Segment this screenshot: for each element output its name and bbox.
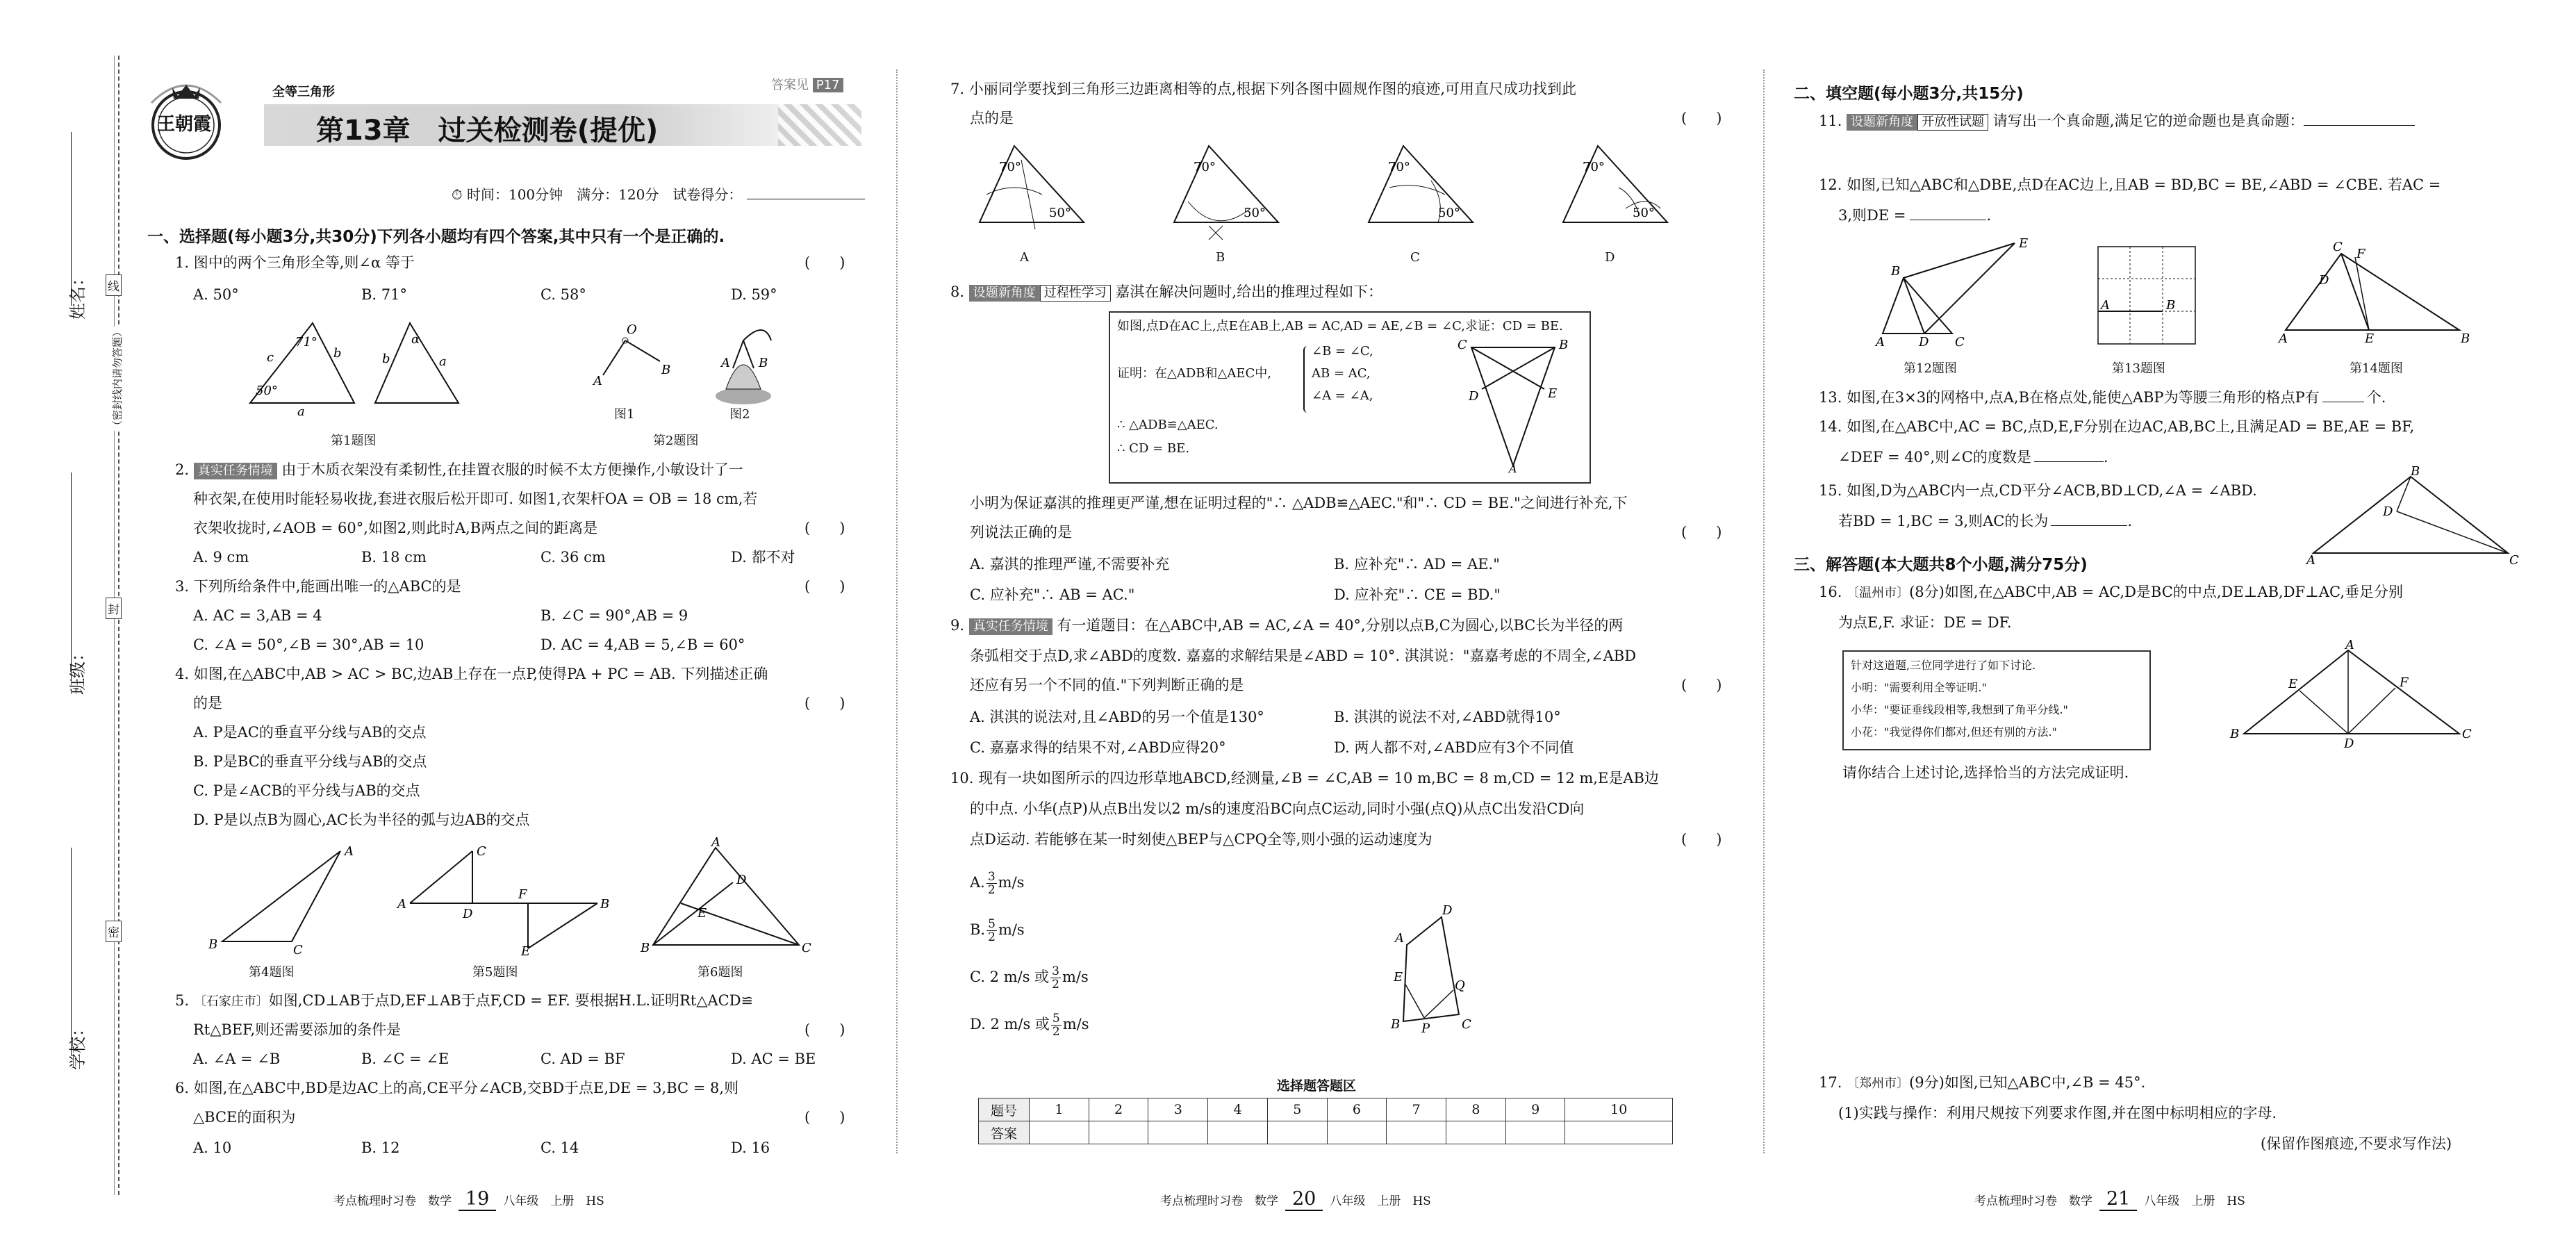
q9-option-d: D. 两人都不对,∠ABD应有3个不同值 bbox=[1334, 739, 1574, 756]
answer-area-title: 选择题答题区 bbox=[1277, 1078, 1357, 1094]
answer-col: 3 bbox=[1148, 1098, 1208, 1121]
svg-text:A: A bbox=[345, 844, 354, 859]
svg-text:B: B bbox=[600, 897, 610, 912]
svg-text:E: E bbox=[2019, 236, 2029, 251]
q11-tag-1: 设题新角度 bbox=[1847, 114, 1917, 131]
q9-option-b: B. 淇淇的说法不对,∠ABD就得10° bbox=[1334, 709, 1561, 725]
q7-choice-d: D bbox=[1605, 250, 1615, 265]
answer-col: 10 bbox=[1565, 1098, 1673, 1121]
q8-figure bbox=[1444, 334, 1576, 475]
binding-solid-line bbox=[114, 56, 115, 1195]
svg-text:P: P bbox=[1421, 1021, 1430, 1036]
q8-box-cond-1: ∠B = ∠C, bbox=[1312, 344, 1373, 359]
q5-option-b: B. ∠C = ∠E bbox=[361, 1051, 449, 1067]
answer-cell[interactable] bbox=[1387, 1121, 1446, 1144]
svg-text:A: A bbox=[1876, 335, 1885, 349]
divider-1 bbox=[896, 69, 898, 1153]
q8-line-1: 小明为保证嘉淇的推理更严谨,想在证明过程的"∴ △ADB≌△AEC."和"∴ CD = BE."之间进行补充,下 bbox=[970, 495, 1628, 511]
q4-paren: ( ) bbox=[804, 695, 845, 711]
q8-box-conclusion-1: ∴ △ADB≌△AEC. bbox=[1117, 418, 1219, 432]
q8-tag-1: 设题新角度 bbox=[969, 285, 1040, 302]
q16-figure bbox=[2230, 638, 2473, 755]
answer-col: 1 bbox=[1030, 1098, 1089, 1121]
q8-line-2: 列说法正确的是 bbox=[970, 524, 1072, 541]
q5-line-1: 5. 〔石家庄市〕如图,CD⊥AB于点D,EF⊥AB于点F,CD = EF. 要根据H.L.证明Rt△ACD≌ bbox=[175, 992, 754, 1009]
q2-line-1: 2. 真实任务情境 由于木质衣架没有柔韧性,在挂置衣服的时候不太方便操作,小敏设计了一 bbox=[175, 461, 743, 478]
q6-line-2: △BCE的面积为 bbox=[193, 1109, 296, 1126]
q2-tag: 真实任务情境 bbox=[194, 463, 277, 479]
q2-caption: 第2题图 bbox=[653, 434, 699, 448]
q13-figure bbox=[2091, 240, 2202, 351]
q12-figure bbox=[1876, 236, 2036, 347]
q14-blank[interactable] bbox=[2034, 461, 2104, 462]
q16-line-2: 为点E,F. 求证：DE = DF. bbox=[1838, 614, 2012, 631]
svg-text:50°: 50° bbox=[1633, 206, 1655, 220]
q14-line-2: ∠DEF = 40°,则∠C的度数是 . bbox=[1838, 449, 2108, 466]
q14-caption: 第14题图 bbox=[2350, 361, 2403, 376]
svg-text:O: O bbox=[627, 322, 637, 337]
answer-cell[interactable] bbox=[1267, 1121, 1327, 1144]
q12-line-1: 12. 如图,已知△ABC和△DBE,点D在AC边上,且AB = BD,BC = BE,∠ABD = ∠CBE. 若AC = bbox=[1819, 176, 2441, 193]
answer-table-header-row bbox=[979, 1098, 1673, 1121]
answer-page-badge: P17 bbox=[813, 78, 843, 92]
svg-text:B: B bbox=[1891, 264, 1901, 279]
svg-text:D: D bbox=[2319, 273, 2329, 288]
q4-option-b: B. P是BC的垂直平分线与AB的交点 bbox=[193, 753, 427, 770]
q10-option-b: B. $\frac{5}{2}$ m/s bbox=[970, 917, 1025, 944]
answer-table bbox=[978, 1098, 1673, 1144]
svg-text:a: a bbox=[297, 404, 305, 419]
q2-option-a: A. 9 cm bbox=[193, 549, 249, 566]
q10-line-2: 的中点. 小华(点P)从点B出发以2 m/s的速度沿BC向点C运动,同时小强(点Q)从点C出发沿CD向 bbox=[970, 800, 1585, 817]
q2-fig1-label: 图1 bbox=[614, 407, 635, 422]
divider-2 bbox=[1763, 69, 1765, 1153]
q15-line-1: 15. 如图,D为△ABC内一点,CD平分∠ACB,BD⊥CD,∠A = ∠ABD. bbox=[1819, 482, 2257, 499]
page21-footer: 考点梳理时习卷 数学 21 八年级 上册 HS bbox=[1974, 1188, 2245, 1210]
q6-option-b: B. 12 bbox=[361, 1139, 400, 1156]
answer-cell[interactable] bbox=[1565, 1121, 1673, 1144]
answer-cell[interactable] bbox=[1148, 1121, 1208, 1144]
answer-cell[interactable] bbox=[1446, 1121, 1506, 1144]
page20-footer: 考点梳理时习卷 数学 20 八年级 上册 HS bbox=[1160, 1188, 1431, 1210]
class-label: 班级： bbox=[68, 645, 88, 695]
q5-figure bbox=[396, 844, 611, 959]
q2-option-c: C. 36 cm bbox=[540, 549, 606, 566]
svg-text:B: B bbox=[1391, 1017, 1401, 1032]
q11-line: 11. 设题新角度 开放性试题 请写出一个真命题,满足它的逆命题也是真命题： bbox=[1819, 110, 2415, 132]
q1-figure bbox=[236, 313, 465, 417]
q7-figure-d bbox=[1556, 139, 1681, 243]
answer-ref: 答案见 P17 bbox=[771, 75, 843, 93]
q8-box-proof-label: 证明：在△ADB和△AEC中, bbox=[1117, 366, 1271, 381]
q3-option-b: B. ∠C = 90°,AB = 9 bbox=[540, 607, 688, 624]
svg-text:B: B bbox=[1559, 338, 1569, 352]
answer-table-head-label: 题号 bbox=[979, 1098, 1030, 1121]
q9-option-c: C. 嘉嘉求得的结果不对,∠ABD应得20° bbox=[970, 739, 1226, 756]
section2-heading: 二、填空题(每小题3分,共15分) bbox=[1794, 85, 2024, 103]
svg-text:C: C bbox=[2509, 553, 2519, 568]
q8-tag-2: 过程性学习 bbox=[1040, 285, 1111, 302]
q4-caption: 第4题图 bbox=[249, 965, 295, 980]
svg-text:B: B bbox=[2166, 298, 2176, 313]
q16-line-1: 16. 〔温州市〕(8分)如图,在△ABC中,AB = AC,D是BC的中点,DE⊥AB,DF⊥AC,垂足分别 bbox=[1819, 584, 2404, 600]
q2-fig2-label: 图2 bbox=[729, 407, 750, 422]
section3-heading: 三、解答题(本大题共8个小题,满分75分) bbox=[1794, 556, 2088, 574]
name-line bbox=[71, 132, 72, 306]
fraction: $\frac{5}{2}$ bbox=[1052, 1012, 1060, 1039]
svg-text:50°: 50° bbox=[1244, 206, 1266, 220]
answer-col: 4 bbox=[1208, 1098, 1268, 1121]
q8-box-cond-2: AB = AC, bbox=[1312, 366, 1371, 381]
q8-option-c: C. 应补充"∴ AB = AC." bbox=[970, 586, 1135, 603]
q16-box-line-4: 小花："我觉得你们都对,但还有别的方法." bbox=[1851, 725, 2057, 739]
svg-text:A: A bbox=[2345, 638, 2354, 652]
svg-text:F: F bbox=[518, 887, 527, 902]
chapter-subtitle: 全等三角形 bbox=[272, 85, 335, 99]
q7-paren: ( ) bbox=[1681, 110, 1722, 126]
svg-text:C: C bbox=[802, 941, 811, 955]
q8-option-a: A. 嘉淇的推理严谨,不需要补充 bbox=[970, 556, 1170, 573]
q16-box-line-3: 小华："要证垂线段相等,我想到了角平分线." bbox=[1851, 703, 2068, 716]
q8-box-cond-3: ∠A = ∠A, bbox=[1312, 388, 1373, 403]
q13-line: 13. 如图,在3×3的网格中,点A,B在格点处,能使△ABP为等腰三角形的格点P有 个. bbox=[1819, 389, 2386, 406]
svg-text:70°: 70° bbox=[999, 160, 1021, 174]
svg-text:A: A bbox=[1509, 462, 1517, 475]
q9-paren: ( ) bbox=[1681, 677, 1722, 693]
svg-text:50°: 50° bbox=[256, 384, 278, 398]
fraction: $\frac{5}{2}$ bbox=[988, 917, 996, 944]
q15-figure bbox=[2306, 464, 2519, 568]
q13-caption: 第13题图 bbox=[2112, 361, 2165, 376]
page-number-20: 20 bbox=[1285, 1188, 1323, 1211]
q6-option-a: A. 10 bbox=[193, 1139, 232, 1156]
svg-text:C: C bbox=[1955, 335, 1965, 349]
svg-text:B: B bbox=[759, 356, 768, 370]
q16-region: 〔温州市〕 bbox=[1847, 586, 1910, 600]
q14-figure bbox=[2279, 240, 2470, 351]
svg-text:E: E bbox=[1394, 970, 1403, 985]
svg-text:B: B bbox=[2461, 331, 2470, 346]
q9-line-3: 还应有另一个不同的值."下列判断正确的是 bbox=[970, 677, 1244, 693]
q1-paren: ( ) bbox=[804, 254, 845, 271]
q1-option-b: B. 71° bbox=[361, 286, 408, 303]
q2-option-d: D. 都不对 bbox=[731, 549, 795, 566]
q9-option-a: A. 淇淇的说法对,且∠ABD的另一个值是130° bbox=[970, 709, 1264, 725]
binding-margin bbox=[0, 0, 124, 1243]
logo-text: 王朝霞 bbox=[157, 114, 212, 135]
svg-text:E: E bbox=[521, 944, 531, 959]
q7-choice-b: B bbox=[1216, 250, 1225, 265]
q17-note: (保留作图痕迹,不要求写作法) bbox=[2261, 1135, 2452, 1152]
answer-table-row-label: 答案 bbox=[979, 1121, 1030, 1144]
svg-text:B: B bbox=[2230, 727, 2240, 741]
q11-blank[interactable] bbox=[2304, 125, 2415, 126]
q8-option-d: D. 应补充"∴ CE = BD." bbox=[1334, 586, 1501, 603]
svg-text:F: F bbox=[2356, 247, 2366, 261]
svg-text:c: c bbox=[267, 350, 274, 365]
answer-cell[interactable] bbox=[1327, 1121, 1387, 1144]
svg-text:A: A bbox=[721, 356, 730, 370]
q10-line-3: 点D运动. 若能够在某一时刻使△BEP与△CPQ全等,则小强的运动速度为 bbox=[970, 831, 1433, 848]
school-line bbox=[71, 848, 72, 1056]
seal-stamp-3: 密 bbox=[106, 921, 122, 942]
svg-text:E: E bbox=[697, 906, 707, 921]
q6-option-c: C. 14 bbox=[540, 1139, 579, 1156]
svg-text:C: C bbox=[293, 943, 303, 957]
q8-stem: 8. 设题新角度 过程性学习 嘉淇在解决问题时,给出的推理过程如下： bbox=[950, 283, 1383, 300]
name-label: 姓名： bbox=[68, 270, 88, 320]
svg-text:B: B bbox=[661, 363, 671, 377]
q8-option-b: B. 应补充"∴ AD = AE." bbox=[1334, 556, 1500, 573]
q7-figure-b bbox=[1167, 139, 1292, 243]
title-bar-pattern bbox=[778, 104, 861, 146]
q4-figure bbox=[201, 844, 354, 955]
q4-option-a: A. P是AC的垂直平分线与AB的交点 bbox=[193, 724, 427, 741]
q7-figure-c bbox=[1362, 139, 1487, 243]
svg-text:C: C bbox=[1458, 338, 1467, 352]
q16-instruction: 请你结合上述讨论,选择恰当的方法完成证明. bbox=[1842, 764, 2129, 781]
answer-col: 9 bbox=[1505, 1098, 1565, 1121]
q5-paren: ( ) bbox=[804, 1021, 845, 1038]
binding-dashed-line bbox=[118, 56, 119, 1195]
svg-text:B: B bbox=[2411, 464, 2420, 479]
q5-option-c: C. AD = BF bbox=[540, 1051, 625, 1067]
svg-text:D: D bbox=[1442, 903, 1453, 918]
q8-box-line-1: 如图,点D在AC上,点E在AB上,AB = AC,AD = AE,∠B = ∠C,求证：CD = BE. bbox=[1117, 319, 1563, 334]
q1-caption: 第1题图 bbox=[331, 434, 377, 448]
q1-option-a: A. 50° bbox=[193, 286, 239, 303]
section1-heading: 一、选择题(每小题3分,共30分)下列各小题均有四个答案,其中只有一个是正确的. bbox=[147, 228, 725, 246]
q12-caption: 第12题图 bbox=[1904, 361, 1957, 376]
answer-table-answer-row bbox=[979, 1121, 1673, 1144]
q10-option-a: A. $\frac{3}{2}$ m/s bbox=[970, 870, 1025, 897]
svg-text:F: F bbox=[2400, 675, 2409, 690]
svg-text:b: b bbox=[333, 346, 342, 361]
q8-proof-box bbox=[1109, 311, 1591, 484]
q7-choice-a: A bbox=[1020, 250, 1029, 265]
q7-line-2: 点的是 bbox=[970, 110, 1014, 126]
svg-text:a: a bbox=[439, 354, 447, 369]
school-label: 学校： bbox=[68, 1020, 88, 1070]
answer-col: 2 bbox=[1089, 1098, 1148, 1121]
q14-line-1: 14. 如图,在△ABC中,AC = BC,点D,E,F分别在边AC,AB,BC上,且满足AD = BE,AE = BF, bbox=[1819, 418, 2415, 435]
svg-text:A: A bbox=[593, 374, 602, 388]
svg-text:C: C bbox=[2462, 727, 2472, 741]
q3-option-c: C. ∠A = 50°,∠B = 30°,AB = 10 bbox=[193, 636, 424, 653]
svg-text:70°: 70° bbox=[1388, 160, 1410, 174]
svg-text:A: A bbox=[1395, 931, 1404, 946]
answer-cell[interactable] bbox=[1208, 1121, 1268, 1144]
page-title: 第13章 过关检测卷(提优) bbox=[316, 115, 659, 147]
svg-text:70°: 70° bbox=[1583, 160, 1605, 174]
q11-tag-2: 开放性试题 bbox=[1917, 114, 1988, 131]
q15-line-2: 若BD = 1,BC = 3,则AC的长为 . bbox=[1838, 513, 2133, 529]
page-number-21: 21 bbox=[2099, 1188, 2137, 1211]
q10-line-1: 10. 现有一块如图所示的四边形草地ABCD,经测量,∠B = ∠C,AB = 10 m,BC = 8 m,CD = 12 m,E是AB边 bbox=[950, 770, 1659, 787]
page-number-19: 19 bbox=[459, 1188, 496, 1211]
q10-figure bbox=[1376, 903, 1487, 1042]
answer-cell[interactable] bbox=[1505, 1121, 1565, 1144]
svg-text:A: A bbox=[2101, 298, 2110, 313]
q4-option-c: C. P是∠ACB的平分线与AB的交点 bbox=[193, 782, 420, 799]
svg-text:B: B bbox=[208, 937, 218, 952]
q8-brace bbox=[1303, 346, 1310, 413]
q3-option-d: D. AC = 4,AB = 5,∠B = 60° bbox=[540, 636, 745, 653]
clock-icon: ⏱ bbox=[452, 186, 463, 203]
q3-option-a: A. AC = 3,AB = 4 bbox=[193, 607, 322, 624]
q17-region: 〔郑州市〕 bbox=[1847, 1076, 1910, 1091]
svg-text:70°: 70° bbox=[1194, 160, 1216, 174]
q2-option-b: B. 18 cm bbox=[361, 549, 427, 566]
q2-line-3: 衣架收拢时,∠AOB = 60°,如图2,则此时A,B两点之间的距离是 bbox=[193, 520, 598, 536]
q7-figure-a bbox=[973, 139, 1098, 243]
q7-choice-c: C bbox=[1410, 250, 1420, 265]
svg-text:A: A bbox=[711, 835, 720, 850]
q16-box-line-1: 针对这道题,三位同学进行了如下讨论. bbox=[1851, 659, 2036, 672]
q4-line-1: 4. 如图,在△ABC中,AB > AC > BC,边AB上存在一点P,使得PA + PC = AB. 下列描述正确 bbox=[175, 666, 768, 682]
q2-line-2: 种衣架,在使用时能轻易收拢,套进衣服后松开即可. 如图1,衣架杆OA = OB = 18 cm,若 bbox=[193, 491, 758, 507]
svg-text:D: D bbox=[1469, 389, 1479, 404]
svg-text:A: A bbox=[397, 897, 406, 912]
seal-stamp-2: 封 bbox=[106, 598, 122, 619]
q5-region: 〔石家庄市〕 bbox=[193, 994, 269, 1009]
svg-text:E: E bbox=[1548, 386, 1558, 401]
fraction: $\frac{3}{2}$ bbox=[987, 870, 996, 897]
svg-text:Q: Q bbox=[1455, 978, 1465, 993]
q4-line-2: 的是 bbox=[193, 695, 222, 711]
svg-text:50°: 50° bbox=[1438, 206, 1460, 220]
answer-col: 6 bbox=[1327, 1098, 1387, 1121]
answer-col: 8 bbox=[1446, 1098, 1506, 1121]
q1-option-d: D. 59° bbox=[731, 286, 777, 303]
svg-text:C: C bbox=[477, 844, 486, 859]
svg-text:A: A bbox=[2279, 331, 2288, 346]
q9-line-1: 9. 真实任务情境 有一道题目：在△ABC中,AB = AC,∠A = 40°,分别以点B,C为圆心,以BC长为半径的两 bbox=[950, 617, 1624, 634]
svg-text:E: E bbox=[2288, 677, 2298, 691]
q16-box-line-2: 小明："需要利用全等证明." bbox=[1851, 681, 1987, 694]
q17-line-1: 17. 〔郑州市〕(9分)如图,已知△ABC中,∠B = 45°. bbox=[1819, 1074, 2146, 1091]
q7-line-1: 7. 小丽同学要找到三角形三边距离相等的点,根据下列各图中圆规作图的痕迹,可用直尺成功找到此 bbox=[950, 81, 1577, 97]
q3-stem: 3. 下列所给条件中,能画出唯一的△ABC的是 bbox=[175, 578, 461, 595]
q6-figure bbox=[639, 835, 813, 959]
q5-option-a: A. ∠A = ∠B bbox=[193, 1051, 281, 1067]
svg-text:C: C bbox=[2333, 240, 2343, 254]
answer-cell[interactable] bbox=[1089, 1121, 1148, 1144]
q3-paren: ( ) bbox=[804, 578, 845, 595]
svg-text:C: C bbox=[1462, 1017, 1471, 1032]
q5-caption: 第5题图 bbox=[472, 965, 518, 980]
q5-line-2: Rt△BEF,则还需要添加的条件是 bbox=[193, 1021, 402, 1038]
q1-stem: 1. 图中的两个三角形全等,则∠α 等于 bbox=[175, 254, 415, 271]
svg-text:D: D bbox=[2383, 504, 2393, 519]
svg-text:α: α bbox=[411, 332, 420, 347]
q10-option-c: C. 2 m/s 或 $\frac{3}{2}$ m/s bbox=[970, 964, 1089, 991]
q6-option-d: D. 16 bbox=[731, 1139, 770, 1156]
answer-col: 5 bbox=[1267, 1098, 1327, 1121]
class-line bbox=[71, 472, 72, 681]
fraction: $\frac{3}{2}$ bbox=[1052, 964, 1059, 991]
q4-option-d: D. P是以点B为圆心,AC长为半径的弧与边AB的交点 bbox=[193, 812, 530, 828]
svg-text:71°: 71° bbox=[295, 335, 317, 349]
logo bbox=[145, 75, 228, 165]
q8-paren: ( ) bbox=[1681, 524, 1722, 541]
q2-paren: ( ) bbox=[804, 520, 845, 536]
q9-tag: 真实任务情境 bbox=[969, 618, 1052, 635]
q17-sub-1: (1)实践与操作：利用尺规按下列要求作图,并在图中标明相应的字母. bbox=[1838, 1105, 2277, 1121]
q10-paren: ( ) bbox=[1681, 831, 1722, 848]
q12-line-2: 3,则DE = . bbox=[1838, 207, 1992, 224]
svg-text:D: D bbox=[463, 907, 473, 921]
page19-footer: 考点梳理时习卷 数学 19 八年级 上册 HS bbox=[333, 1188, 604, 1210]
q6-caption: 第6题图 bbox=[697, 965, 743, 980]
svg-text:B: B bbox=[641, 941, 650, 955]
q6-paren: ( ) bbox=[804, 1109, 845, 1126]
q1-option-c: C. 58° bbox=[540, 286, 586, 303]
svg-text:D: D bbox=[736, 873, 747, 887]
svg-text:D: D bbox=[2344, 736, 2354, 751]
q10-option-d: D. 2 m/s 或 $\frac{5}{2}$ m/s bbox=[970, 1012, 1089, 1039]
q16-discussion-box bbox=[1842, 650, 2151, 750]
svg-text:A: A bbox=[2306, 553, 2315, 568]
q15-blank[interactable] bbox=[2051, 525, 2127, 526]
q6-line-1: 6. 如图,在△ABC中,BD是边AC上的高,CE平分∠ACB,交BD于点E,DE = 3,BC = 8,则 bbox=[175, 1080, 739, 1096]
q5-option-d: D. AC = BE bbox=[731, 1051, 816, 1067]
svg-text:D: D bbox=[1919, 335, 1929, 349]
q8-box-conclusion-2: ∴ CD = BE. bbox=[1117, 441, 1189, 456]
svg-text:50°: 50° bbox=[1049, 206, 1071, 220]
seal-notice: （密封线内请勿答题） bbox=[111, 326, 124, 431]
svg-text:b: b bbox=[382, 352, 390, 366]
answer-col: 7 bbox=[1387, 1098, 1446, 1121]
svg-text:E: E bbox=[2365, 331, 2375, 346]
q9-line-2: 条弧相交于点D,求∠ABD的度数. 嘉嘉的求解结果是∠ABD = 10°. 淇淇说："嘉嘉考虑的不周全,∠ABD bbox=[970, 648, 1637, 664]
seal-stamp-1: 线 bbox=[106, 274, 122, 296]
exam-info: ⏱ 时间：100分钟 满分：120分 试卷得分： bbox=[452, 183, 865, 204]
answer-cell[interactable] bbox=[1030, 1121, 1089, 1144]
